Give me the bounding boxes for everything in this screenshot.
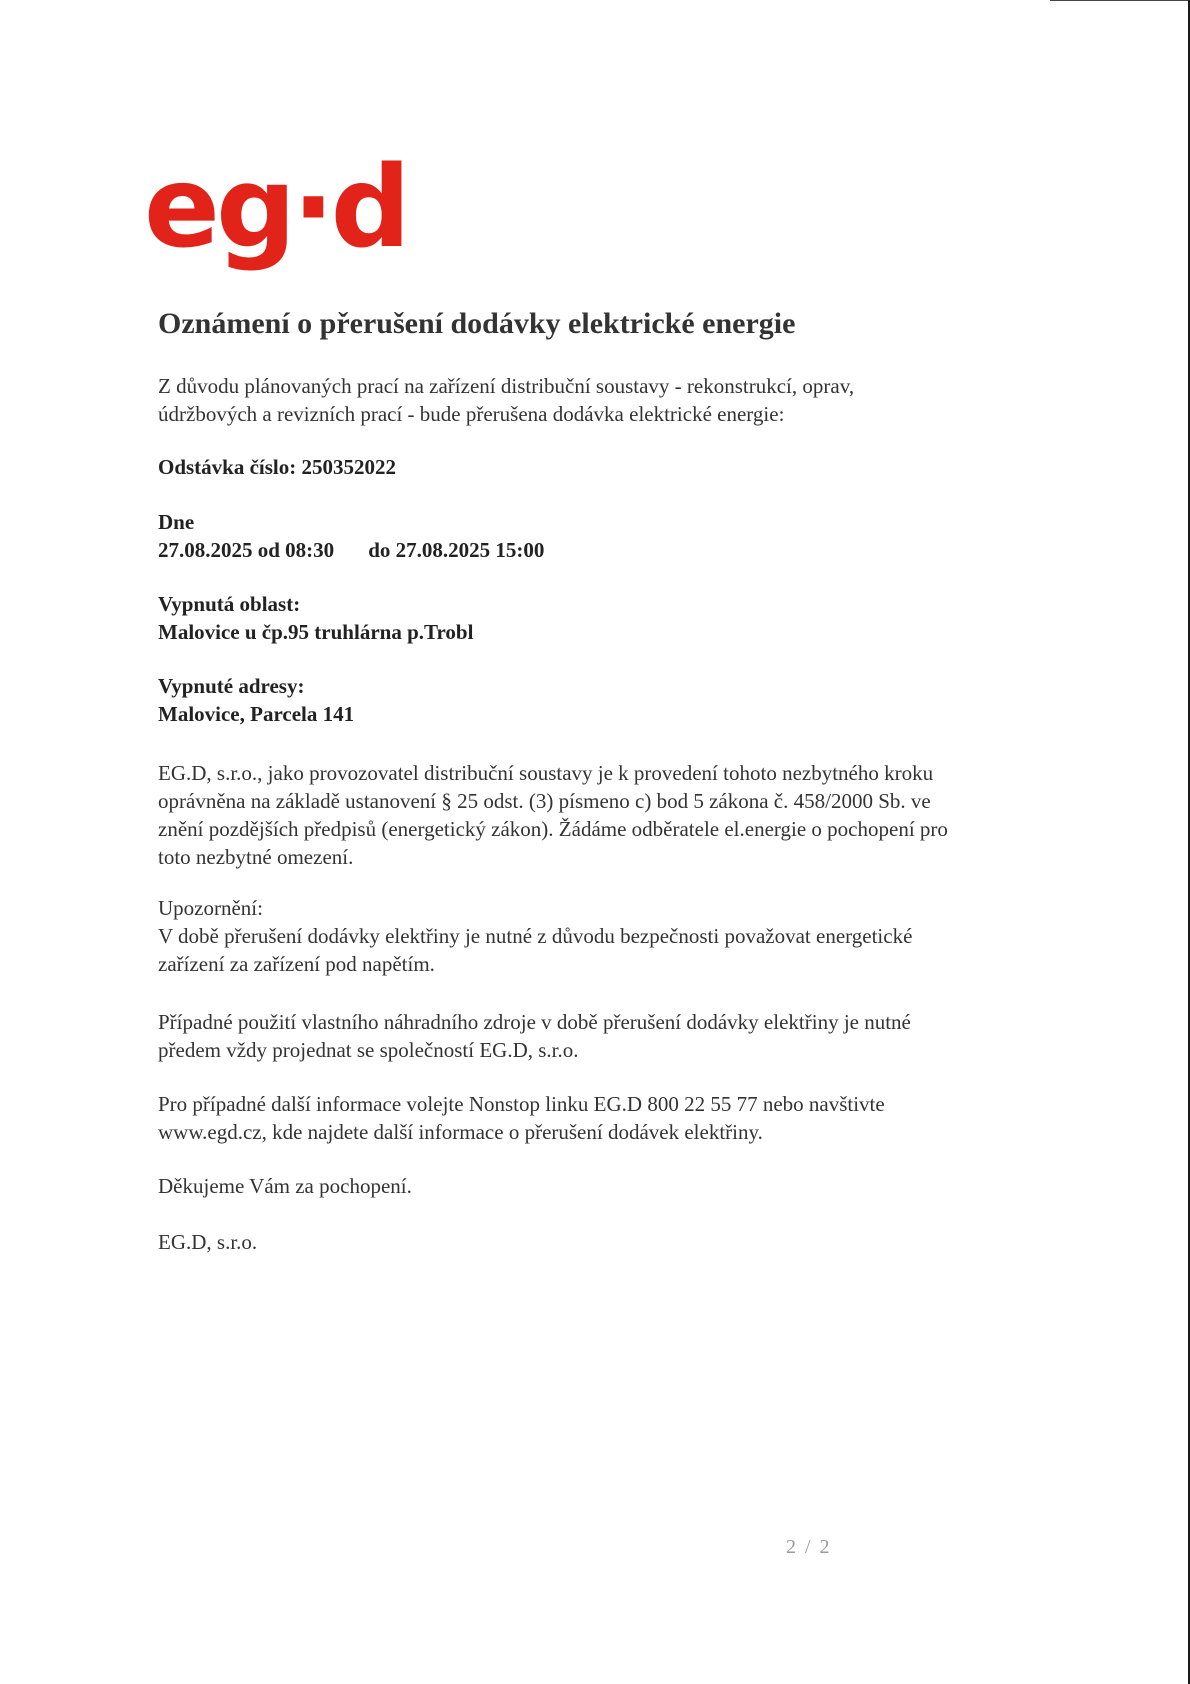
warning-section — [158, 894, 912, 978]
legal-line: oprávněna na základě ustanovení § 25 odst. (3) písmeno c) bod 5 zákona č. 458/2000 Sb. ve — [158, 789, 931, 813]
generator-paragraph — [158, 1008, 911, 1064]
date-from: 27.08.2025 od 08:30 — [158, 538, 335, 562]
addresses-heading: Vypnuté adresy: — [158, 674, 305, 698]
warning-line: V době přerušení dodávky elektřiny je nutné z důvodu bezpečnosti považovat energetické — [158, 924, 913, 948]
generator-line: předem vždy projednat se společností EG.D, s.r.o. — [158, 1038, 579, 1062]
area-section — [158, 590, 473, 646]
page-title: Oznámení o přerušení dodávky elektrické energie — [158, 307, 796, 340]
date-section — [158, 508, 544, 564]
warning-heading: Upozornění: — [158, 896, 263, 920]
legal-line: toto nezbytné omezení. — [158, 845, 354, 869]
generator-line: Případné použití vlastního náhradního zdroje v době přerušení dodávky elektřiny je nutné — [158, 1010, 911, 1034]
contact-paragraph — [158, 1090, 885, 1146]
addresses-value: Malovice, Parcela 141 — [158, 702, 355, 726]
signature: EG.D, s.r.o. — [158, 1230, 258, 1254]
area-heading: Vypnutá oblast: — [158, 592, 301, 616]
contact-line: www.egd.cz, kde najdete další informace o přerušení dodávek elektřiny. — [158, 1120, 763, 1144]
scan-edge-top — [1050, 0, 1190, 1]
contact-line: Pro případné další informace volejte Nonstop linku EG.D 800 22 55 77 nebo navštivte — [158, 1092, 885, 1116]
date-to: do 27.08.2025 15:00 — [368, 538, 545, 562]
intro-line: údržbových a revizních prací - bude přerušena dodávka elektrické energie: — [158, 402, 785, 426]
legal-line: EG.D, s.r.o., jako provozovatel distribuční soustavy je k provedení tohoto nezbytného kroku — [158, 761, 934, 785]
outage-number: Odstávka číslo: 250352022 — [158, 455, 397, 479]
date-heading: Dne — [158, 510, 195, 534]
intro-paragraph — [158, 372, 854, 428]
page-number: 2 / 2 — [786, 1536, 832, 1558]
egd-logo: eg·d — [144, 143, 407, 273]
addresses-section — [158, 672, 354, 728]
date-range — [158, 536, 544, 564]
thanks-text: Děkujeme Vám za pochopení. — [158, 1174, 412, 1198]
legal-paragraph — [158, 759, 948, 871]
intro-line: Z důvodu plánovaných prací na zařízení distribuční soustavy - rekonstrukcí, oprav, — [158, 374, 855, 398]
legal-line: znění pozdějších předpisů (energetický zákon). Žádáme odběratele el.energie o pochopení pro — [158, 817, 948, 841]
area-value: Malovice u čp.95 truhlárna p.Trobl — [158, 620, 474, 644]
warning-line: zařízení za zařízení pod napětím. — [158, 952, 435, 976]
